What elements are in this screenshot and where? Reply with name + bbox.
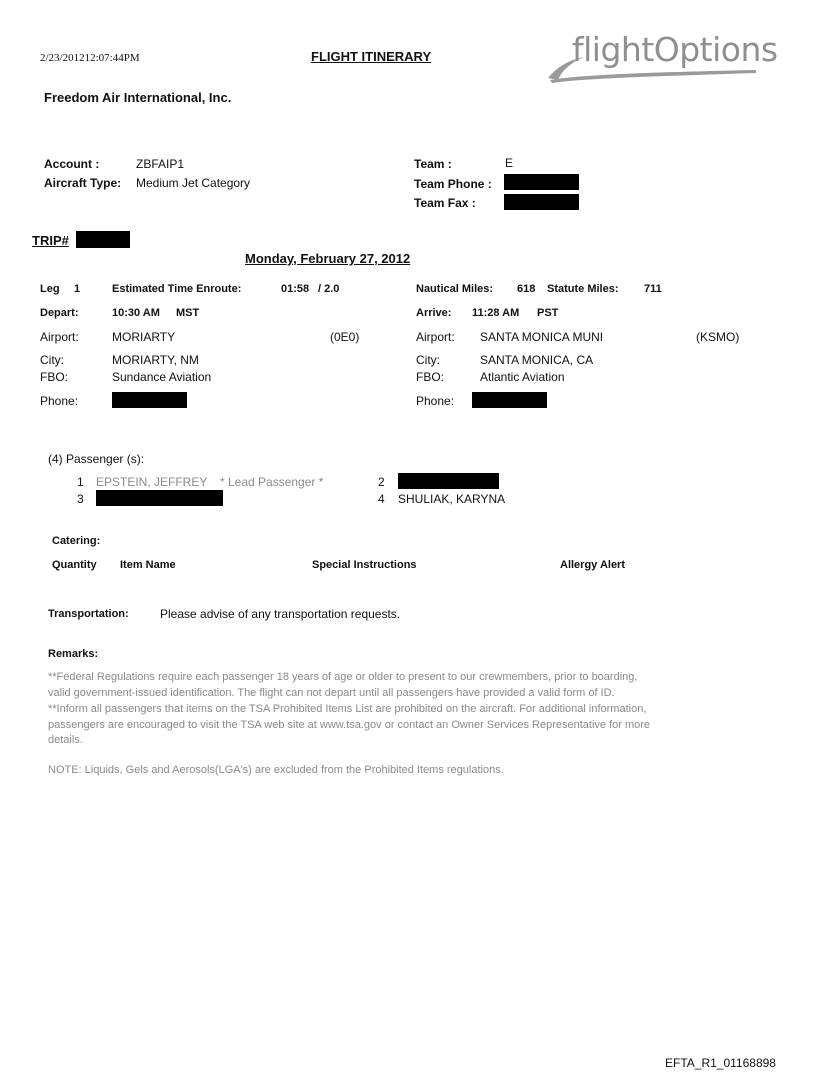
leg-label: Leg: [40, 283, 60, 295]
departure-airport-code: (0E0): [330, 330, 360, 344]
nautical-miles-value: 618: [517, 283, 536, 295]
depart-timezone: MST: [176, 307, 200, 319]
trip-label: TRIP#: [32, 233, 69, 248]
depart-time: 10:30 AM: [112, 307, 160, 319]
departure-airport: MORIARTY: [112, 330, 176, 344]
account-value: ZBFAIP1: [136, 157, 185, 171]
ete-value: 01:58: [281, 283, 310, 295]
remarks-line-3: **Inform all passengers that items on the TSA Prohibited Items List are prohibited on the aircraft. For additional information,: [48, 703, 647, 715]
document-title: FLIGHT ITINERARY: [311, 49, 432, 64]
account-label: Account :: [44, 157, 100, 171]
departure-fbo: Sundance Aviation: [112, 370, 212, 384]
company-name: Freedom Air International, Inc.: [44, 90, 232, 105]
arrival-airport-code: (KSMO): [696, 330, 740, 344]
passenger-4-name: SHULIAK, KARYNA: [398, 492, 506, 506]
arrival-city-label: City:: [416, 353, 440, 367]
trip-date: Monday, February 27, 2012: [245, 251, 411, 266]
catering-col-quantity: Quantity: [52, 559, 97, 571]
arrive-label: Arrive:: [416, 307, 452, 319]
arrival-fbo: Atlantic Aviation: [480, 370, 565, 384]
leg-number: 1: [74, 283, 81, 295]
remarks-line-5: details.: [48, 734, 83, 746]
aircraft-type-value: Medium Jet Category: [136, 176, 251, 190]
redaction-departure-phone: [112, 392, 187, 408]
arrival-city: SANTA MONICA, CA: [480, 353, 594, 367]
remarks-line-2: valid government-issued identification. The flight can not depart until all passengers have provided a valid form of ID.: [48, 687, 615, 699]
passenger-2-number: 2: [378, 475, 385, 489]
transportation-label: Transportation:: [48, 608, 129, 620]
ete-hours: / 2.0: [318, 283, 340, 295]
passenger-1-name: EPSTEIN, JEFFREY: [96, 475, 208, 489]
arrival-phone-label: Phone:: [416, 394, 455, 408]
document-id: EFTA_R1_01168898: [665, 1056, 776, 1070]
logo-text: flightOptions: [572, 30, 778, 69]
remarks-heading: Remarks:: [48, 648, 99, 660]
departure-phone-label: Phone:: [40, 394, 79, 408]
remarks-note: NOTE: Liquids, Gels and Aerosols(LGA's) are excluded from the Prohibited Items regulations.: [48, 764, 504, 776]
catering-col-item: Item Name: [120, 559, 176, 571]
arrive-timezone: PST: [537, 307, 559, 319]
departure-city: MORIARTY, NM: [112, 353, 199, 367]
remarks-line-4: passengers are encouraged to visit the TSA web site at www.tsa.gov or contact an Owner Services Representative for more: [48, 719, 651, 731]
team-label: Team :: [414, 157, 452, 171]
catering-heading: Catering:: [52, 535, 101, 547]
team-value: E: [505, 156, 514, 170]
flightoptions-logo: [546, 30, 776, 90]
passengers-heading: (4) Passenger (s):: [48, 452, 145, 466]
lead-passenger-note: * Lead Passenger *: [220, 475, 324, 489]
redaction-passenger-2: [398, 473, 499, 489]
passenger-4-number: 4: [378, 492, 385, 506]
ete-label: Estimated Time Enroute:: [112, 283, 242, 295]
arrive-time: 11:28 AM: [472, 307, 520, 319]
redaction-trip-number: [76, 231, 130, 248]
depart-label: Depart:: [40, 307, 79, 319]
transportation-value: Please advise of any transportation requests.: [160, 607, 401, 621]
redaction-team-fax: [504, 194, 579, 210]
nautical-miles-label: Nautical Miles:: [416, 283, 494, 295]
statute-miles-label: Statute Miles:: [547, 283, 619, 295]
timestamp: 2/23/201212:07:44PM: [40, 52, 140, 64]
arrival-fbo-label: FBO:: [416, 370, 445, 384]
statute-miles-value: 711: [644, 283, 662, 295]
catering-col-instructions: Special Instructions: [312, 559, 417, 571]
redaction-team-phone: [504, 174, 579, 190]
team-fax-label: Team Fax :: [414, 196, 476, 210]
arrival-airport: SANTA MONICA MUNI: [480, 330, 604, 344]
departure-airport-label: Airport:: [40, 330, 79, 344]
redaction-passenger-3: [96, 490, 223, 506]
team-phone-label: Team Phone :: [414, 177, 492, 191]
redaction-arrival-phone: [472, 392, 547, 408]
aircraft-type-label: Aircraft Type:: [44, 176, 122, 190]
passenger-1-number: 1: [77, 475, 84, 489]
departure-city-label: City:: [40, 353, 64, 367]
departure-fbo-label: FBO:: [40, 370, 69, 384]
remarks-line-1: **Federal Regulations require each passenger 18 years of age or older to present to our crewmembers, prior to boarding,: [48, 671, 638, 683]
catering-col-allergy: Allergy Alert: [560, 559, 626, 571]
passenger-3-number: 3: [77, 492, 84, 506]
arrival-airport-label: Airport:: [416, 330, 455, 344]
